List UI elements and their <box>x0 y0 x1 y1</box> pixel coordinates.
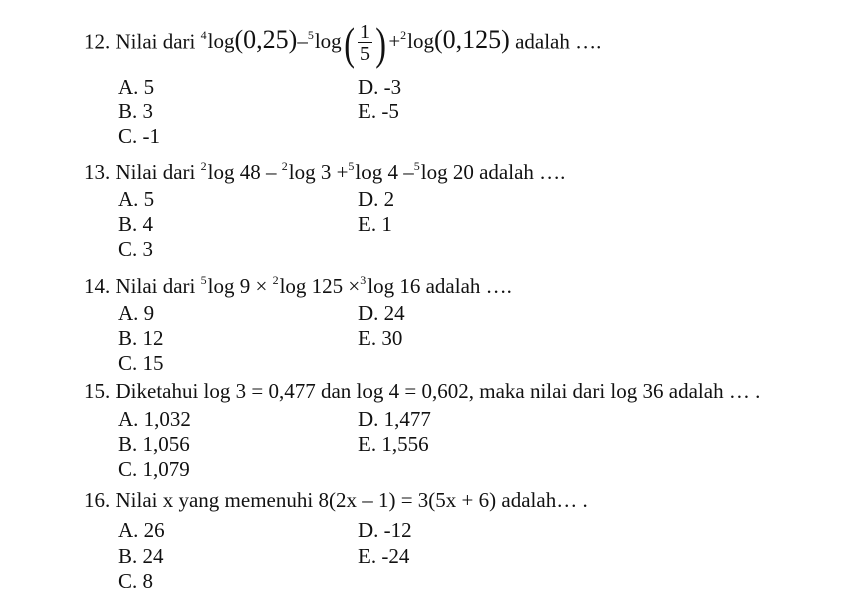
option-e[interactable]: E. -24 <box>358 544 410 568</box>
question-15-stem <box>84 379 760 403</box>
option-c[interactable]: C. 1,079 <box>118 457 190 481</box>
fraction: $\frac{1}{5}$ <box>359 21 370 65</box>
option-b[interactable]: B. 1,056 <box>118 432 190 456</box>
option-b[interactable]: B. 12 <box>118 326 164 350</box>
question-13-stem <box>84 154 565 184</box>
equation: 8(2x – 1) = 3(5x + 6) <box>318 488 497 512</box>
option-a[interactable]: A. 26 <box>118 518 165 542</box>
option-d[interactable]: D. 24 <box>358 301 405 325</box>
question-number: 13. <box>84 160 111 184</box>
question-number: 14. <box>84 274 111 298</box>
option-d[interactable]: D. -12 <box>358 518 412 542</box>
question-16-stem <box>84 488 588 512</box>
log-expression: $^4$log(0,25)–$^5$log( $\frac{1}{5}$ ) +$^2$log(0,125) <box>200 17 510 69</box>
option-c[interactable]: C. 3 <box>118 237 154 261</box>
option-c[interactable]: C. 8 <box>118 569 154 593</box>
option-b[interactable]: B. 3 <box>118 99 154 123</box>
option-e[interactable]: E. -5 <box>358 99 399 123</box>
question-text-prefix: Nilai dari <box>115 160 196 184</box>
log-expression: $^5$log 9 × $^2$log 125 ×$^3$log 16 <box>200 273 421 298</box>
option-b[interactable]: B. 24 <box>118 544 164 568</box>
question-text-suffix: adalah …. <box>515 29 602 54</box>
option-a[interactable]: A. 5 <box>118 187 155 211</box>
log-expression: $^2$log 48 – $^2$log 3 +$^5$log 4 –$^5$log 20 <box>200 159 474 184</box>
option-d[interactable]: D. 2 <box>358 187 395 211</box>
question-number: 16. <box>84 488 111 512</box>
question-text-prefix: Nilai dari <box>115 29 196 54</box>
option-e[interactable]: E. 1 <box>358 212 392 236</box>
option-a[interactable]: A. 5 <box>118 75 155 99</box>
option-e[interactable]: E. 1,556 <box>358 432 429 456</box>
option-e[interactable]: E. 30 <box>358 326 403 350</box>
option-b[interactable]: B. 4 <box>118 212 154 236</box>
option-c[interactable]: C. 15 <box>118 351 164 375</box>
question-12-stem <box>84 17 602 69</box>
option-a[interactable]: A. 9 <box>118 301 155 325</box>
option-a[interactable]: A. 1,032 <box>118 407 191 431</box>
question-text-suffix: adalah …. <box>479 160 566 184</box>
question-text: Diketahui log 3 = 0,477 dan log 4 = 0,602, maka nilai dari log 36 adalah … . <box>115 379 761 403</box>
question-text-prefix: Nilai dari <box>115 274 196 298</box>
question-number: 12. <box>84 29 111 54</box>
option-c[interactable]: C. -1 <box>118 124 160 148</box>
question-text-prefix: Nilai x yang memenuhi <box>115 488 314 512</box>
question-14-stem <box>84 268 512 298</box>
question-text-suffix: adalah… . <box>501 488 588 512</box>
option-d[interactable]: D. -3 <box>358 75 402 99</box>
option-d[interactable]: D. 1,477 <box>358 407 431 431</box>
question-number: 15. <box>84 379 111 403</box>
question-text-suffix: adalah …. <box>425 274 512 298</box>
